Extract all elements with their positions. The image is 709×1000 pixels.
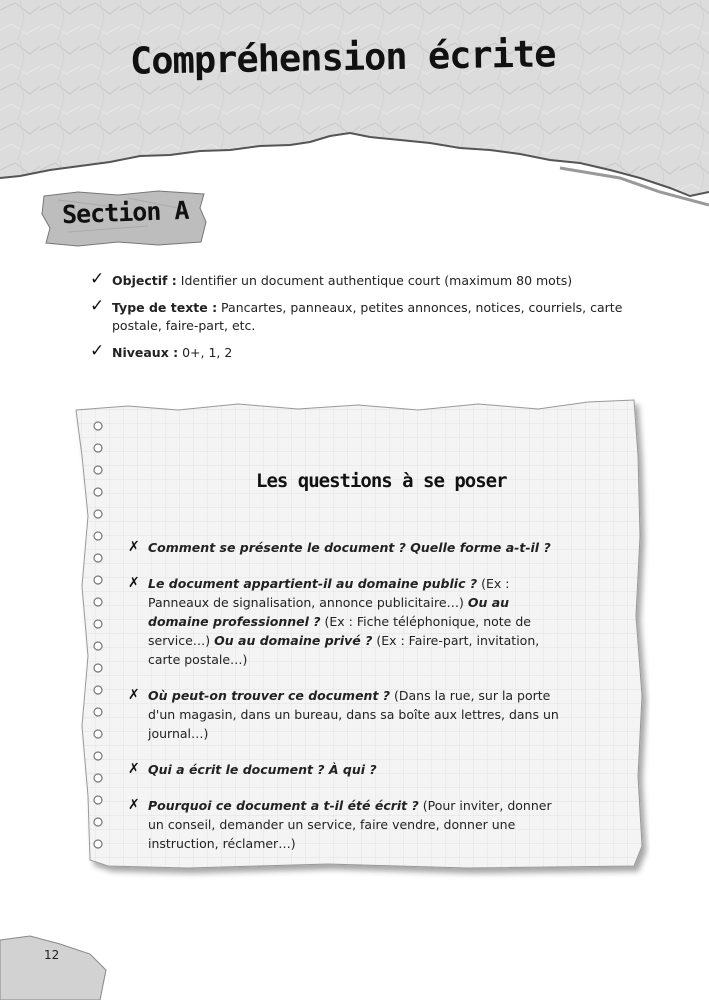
question-bold: Qui a écrit le document ? À qui ? [148, 762, 377, 777]
info-label: Objectif : [112, 273, 177, 288]
question-text: (Ex : Panneaux de signalisation, annonce publicitaire…) [148, 576, 510, 610]
question-bold: Comment se présente le document ? Quelle forme a-t-il ? [148, 540, 551, 555]
question-item [128, 796, 568, 853]
page-corner-paper [0, 930, 110, 1000]
question-bold: Ou au domaine privé ? [214, 633, 373, 648]
question-item [128, 574, 568, 669]
question-text: (Ex : Faire-part, invitation, carte postale…) [148, 633, 540, 667]
info-label: Niveaux : [112, 345, 179, 360]
section-label: Section A [61, 195, 189, 230]
question-bold: Ou au domaine professionnel ? [148, 595, 510, 629]
check-icon: ✓ [90, 269, 105, 289]
question-text: (Dans la rue, sur la porte d'un magasin, dans un bureau, dans sa boîte aux lettres, dans un journal…) [148, 688, 559, 741]
cross-icon: ✗ [128, 797, 140, 813]
info-list [90, 269, 650, 371]
cross-icon: ✗ [128, 761, 140, 777]
question-text: (Ex : Fiche téléphonique, note de service…) [148, 614, 531, 648]
question-text: (Pour inviter, donner un conseil, demander un service, faire vendre, donner une instruction, réclamer…) [148, 798, 552, 851]
question-item [128, 760, 568, 779]
question-bold: Pourquoi ce document a t-il été écrit ? [148, 798, 419, 813]
check-icon: ✓ [90, 341, 105, 361]
card-title: Les questions à se poser [256, 470, 507, 492]
info-text: Pancartes, panneaux, petites annonces, notices, courriels, carte postale, faire-part, etc. [112, 300, 623, 333]
info-item-niveaux [90, 341, 650, 362]
header-torn-paper [0, 0, 709, 215]
question-item [128, 686, 568, 743]
cross-icon: ✗ [128, 687, 140, 703]
check-icon: ✓ [90, 296, 105, 316]
page-number: 12 [44, 948, 60, 962]
info-text: 0+, 1, 2 [178, 345, 233, 360]
question-bold: Où peut-on trouver ce document ? [148, 688, 391, 703]
question-item [128, 538, 568, 557]
cross-icon: ✗ [128, 539, 140, 555]
info-item-type [90, 296, 650, 335]
info-text: Identifier un document authentique court (maximum 80 mots) [176, 273, 573, 288]
cross-icon: ✗ [128, 575, 140, 591]
info-item-objectif [90, 269, 650, 290]
questions-list [128, 538, 568, 870]
info-label: Type de texte : [112, 300, 218, 315]
page-title: Compréhension écrite [129, 32, 556, 83]
question-bold: Le document appartient-il au domaine public ? [148, 576, 478, 591]
